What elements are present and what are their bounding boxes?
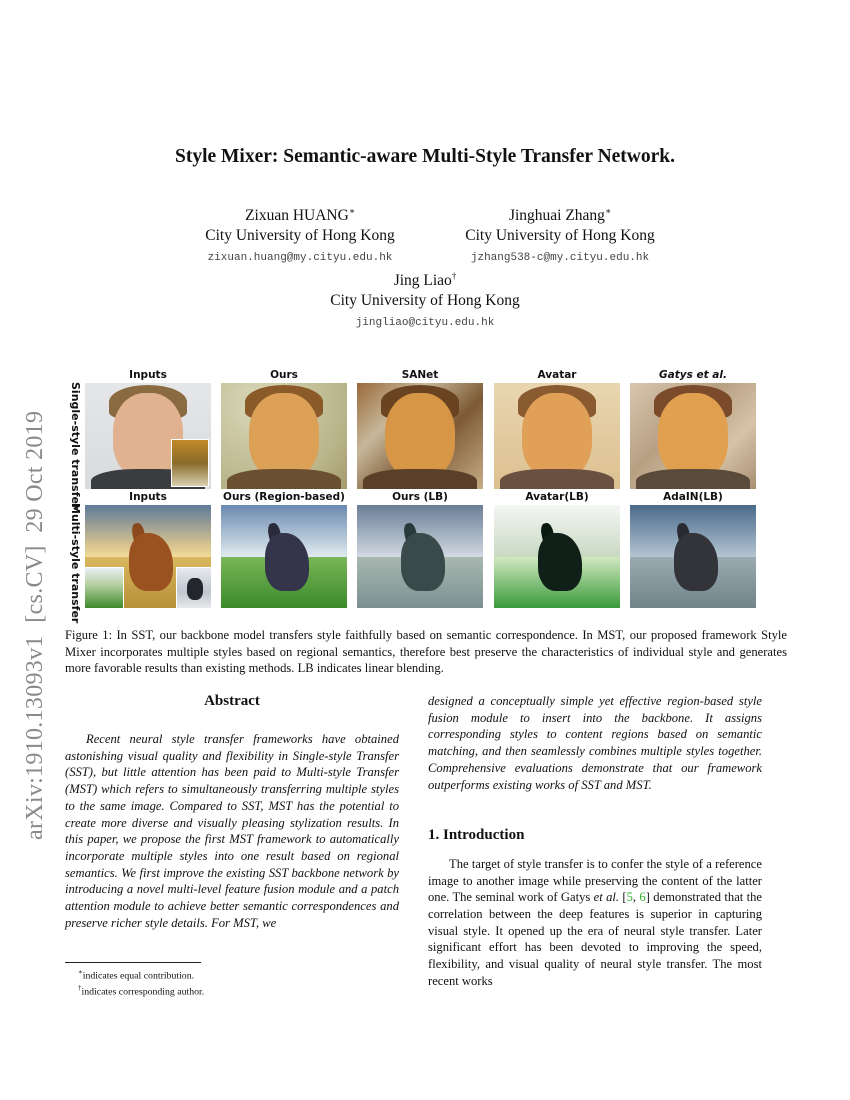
author-block xyxy=(430,201,690,268)
intro-text-part: demonstrated that the correlation between the deep features is superior in capturing visual style. It opened up the era of neural style transfer. Later significant effort has been devoted to improving the speed, flexibility, and visual quality of neural style transfer. The most recent works xyxy=(428,890,763,988)
stylized-portrait-image xyxy=(357,383,483,489)
figure-cell-avatar xyxy=(494,367,620,489)
figure-1 xyxy=(64,366,764,624)
figure-cell-sanet xyxy=(357,367,483,489)
citation-link-6[interactable]: 6 xyxy=(639,890,646,905)
figure-cell-caption: Ours xyxy=(270,369,298,381)
citation-link-5[interactable]: 5 xyxy=(626,890,633,905)
figure-cell-caption: Ours (LB) xyxy=(392,491,448,503)
author-mark: † xyxy=(451,271,457,281)
abstract-heading: Abstract xyxy=(204,693,260,709)
footnotes xyxy=(78,966,204,999)
author-affiliation: City University of Hong Kong xyxy=(465,227,655,245)
figure-cell-caption: Inputs xyxy=(129,369,167,381)
footnote-text: indicates equal contribution. xyxy=(82,970,195,982)
intro-text-part: The target of style transfer is to confer the style of a reference image to another image while preserving the content of the latter one. The seminal work of Gatys xyxy=(428,856,762,905)
cite-separator: , xyxy=(632,890,640,905)
author-name: Jinghuai Zhang xyxy=(508,207,605,225)
figure-cell-inputs-portrait xyxy=(85,367,211,489)
figure-cell-caption: AdaIN(LB) xyxy=(663,491,723,503)
footnote-mark: † xyxy=(78,984,82,993)
figure-cell-ours xyxy=(221,367,347,489)
author-email[interactable]: jingliao@cityu.edu.hk xyxy=(355,317,495,330)
author-name: Zixuan HUANG xyxy=(245,207,349,225)
right-column xyxy=(428,693,762,990)
figure-cell-adain-lb xyxy=(630,489,756,608)
row-label-multi-style: Multi-style transfer xyxy=(69,503,82,624)
figure-cell-caption: Inputs xyxy=(129,491,167,503)
footnote-text: indicates corresponding author. xyxy=(81,986,205,998)
cite-bracket: ] xyxy=(645,890,650,905)
figure-cell-caption: Avatar xyxy=(537,369,577,381)
figure-cell-ours-lb xyxy=(357,489,483,608)
figure-cell-caption: Ours (Region-based) xyxy=(223,491,345,503)
figure-cell-gatys xyxy=(630,367,756,489)
author-affiliation: City University of Hong Kong xyxy=(330,292,520,310)
figure-caption: Figure 1: In SST, our backbone model transfers style faithfully based on semantic correspondence. In MST, our proposed framework Style Mixer incorporates multiple styles based on regional semantics, therefore best preserve the characteristics of individual style and generates more favorable results than existing methods. LB indicates linear blending. xyxy=(65,628,787,675)
stylized-horse-image xyxy=(494,505,620,608)
author-affiliation: City University of Hong Kong xyxy=(205,227,395,245)
figure-cell-ours-region xyxy=(221,489,347,608)
horse-photo-image xyxy=(85,505,211,608)
footnote-item xyxy=(78,982,204,998)
paper-title: Style Mixer: Semantic-aware Multi-Style Transfer Network. xyxy=(174,146,676,167)
abstract-text: Recent neural style transfer frameworks have obtained astonishing visual quality and flexibility in Single-style Transfer (SST), but little attention has been paid to Multi-style Transfer (MST) which refers to simultaneously transferring multiple styles to the same image. Compared to SST, MST has the potential to create more diverse and visually pleasing stylization results. In this paper, we propose the first MST framework to automatically incorporate multiple styles into one result based on regional semantics. We first improve the existing SST backbone network by introducing a novel multi-level feature fusion module and a patch attention module to achieve better semantic correspondences and preserve richer style details. For MST, we xyxy=(65,732,399,930)
figure-cell-inputs-horse xyxy=(85,489,211,608)
figure-cell-caption: Avatar(LB) xyxy=(525,491,589,503)
figure-cell-avatar-lb xyxy=(494,489,620,608)
cite-bracket: [ xyxy=(619,890,627,905)
stylized-portrait-image xyxy=(630,383,756,489)
stylized-portrait-image xyxy=(221,383,347,489)
etal-text: et al. xyxy=(593,890,620,905)
footnote-mark: ∗ xyxy=(78,968,83,976)
author-mark: ∗ xyxy=(604,206,612,216)
introduction-text xyxy=(428,856,762,990)
author-name: Jing Liao xyxy=(393,272,452,290)
author-block xyxy=(170,201,430,268)
row-label-single-style: Single-style transfer xyxy=(69,382,82,510)
style-reference-image xyxy=(171,439,209,487)
footnote-item xyxy=(78,966,204,982)
stylized-portrait-image xyxy=(494,383,620,489)
author-email[interactable]: zixuan.huang@my.cityu.edu.hk xyxy=(207,252,393,265)
portrait-photo-image xyxy=(85,383,211,489)
author-block xyxy=(295,266,555,333)
arxiv-stamp: arXiv:1910.13093v1 [cs.CV] 29 Oct 2019 xyxy=(22,410,48,840)
section-heading-introduction: 1. Introduction xyxy=(428,827,525,844)
stylized-horse-image xyxy=(357,505,483,608)
author-mark: ∗ xyxy=(348,206,355,216)
style-reference-image xyxy=(176,567,211,608)
footnote-divider xyxy=(65,962,201,963)
abstract-text-continued: designed a conceptually simple yet effective region-based style fusion module to insert into the backbone. It assigns corresponding styles to content regions based on semantic matching, and then seamlessly combines multiple styles together. Comprehensive evaluations demonstrate that our framework outperforms existing works of SST and MST. xyxy=(428,694,762,792)
style-reference-image xyxy=(85,567,124,608)
figure-cell-caption: Gatys et al. xyxy=(659,369,727,381)
stylized-horse-image xyxy=(221,505,347,608)
stylized-horse-image xyxy=(630,505,756,608)
author-email[interactable]: jzhang538-c@my.cityu.edu.hk xyxy=(470,252,650,265)
left-column xyxy=(65,693,399,931)
figure-cell-caption: SANet xyxy=(401,369,439,381)
